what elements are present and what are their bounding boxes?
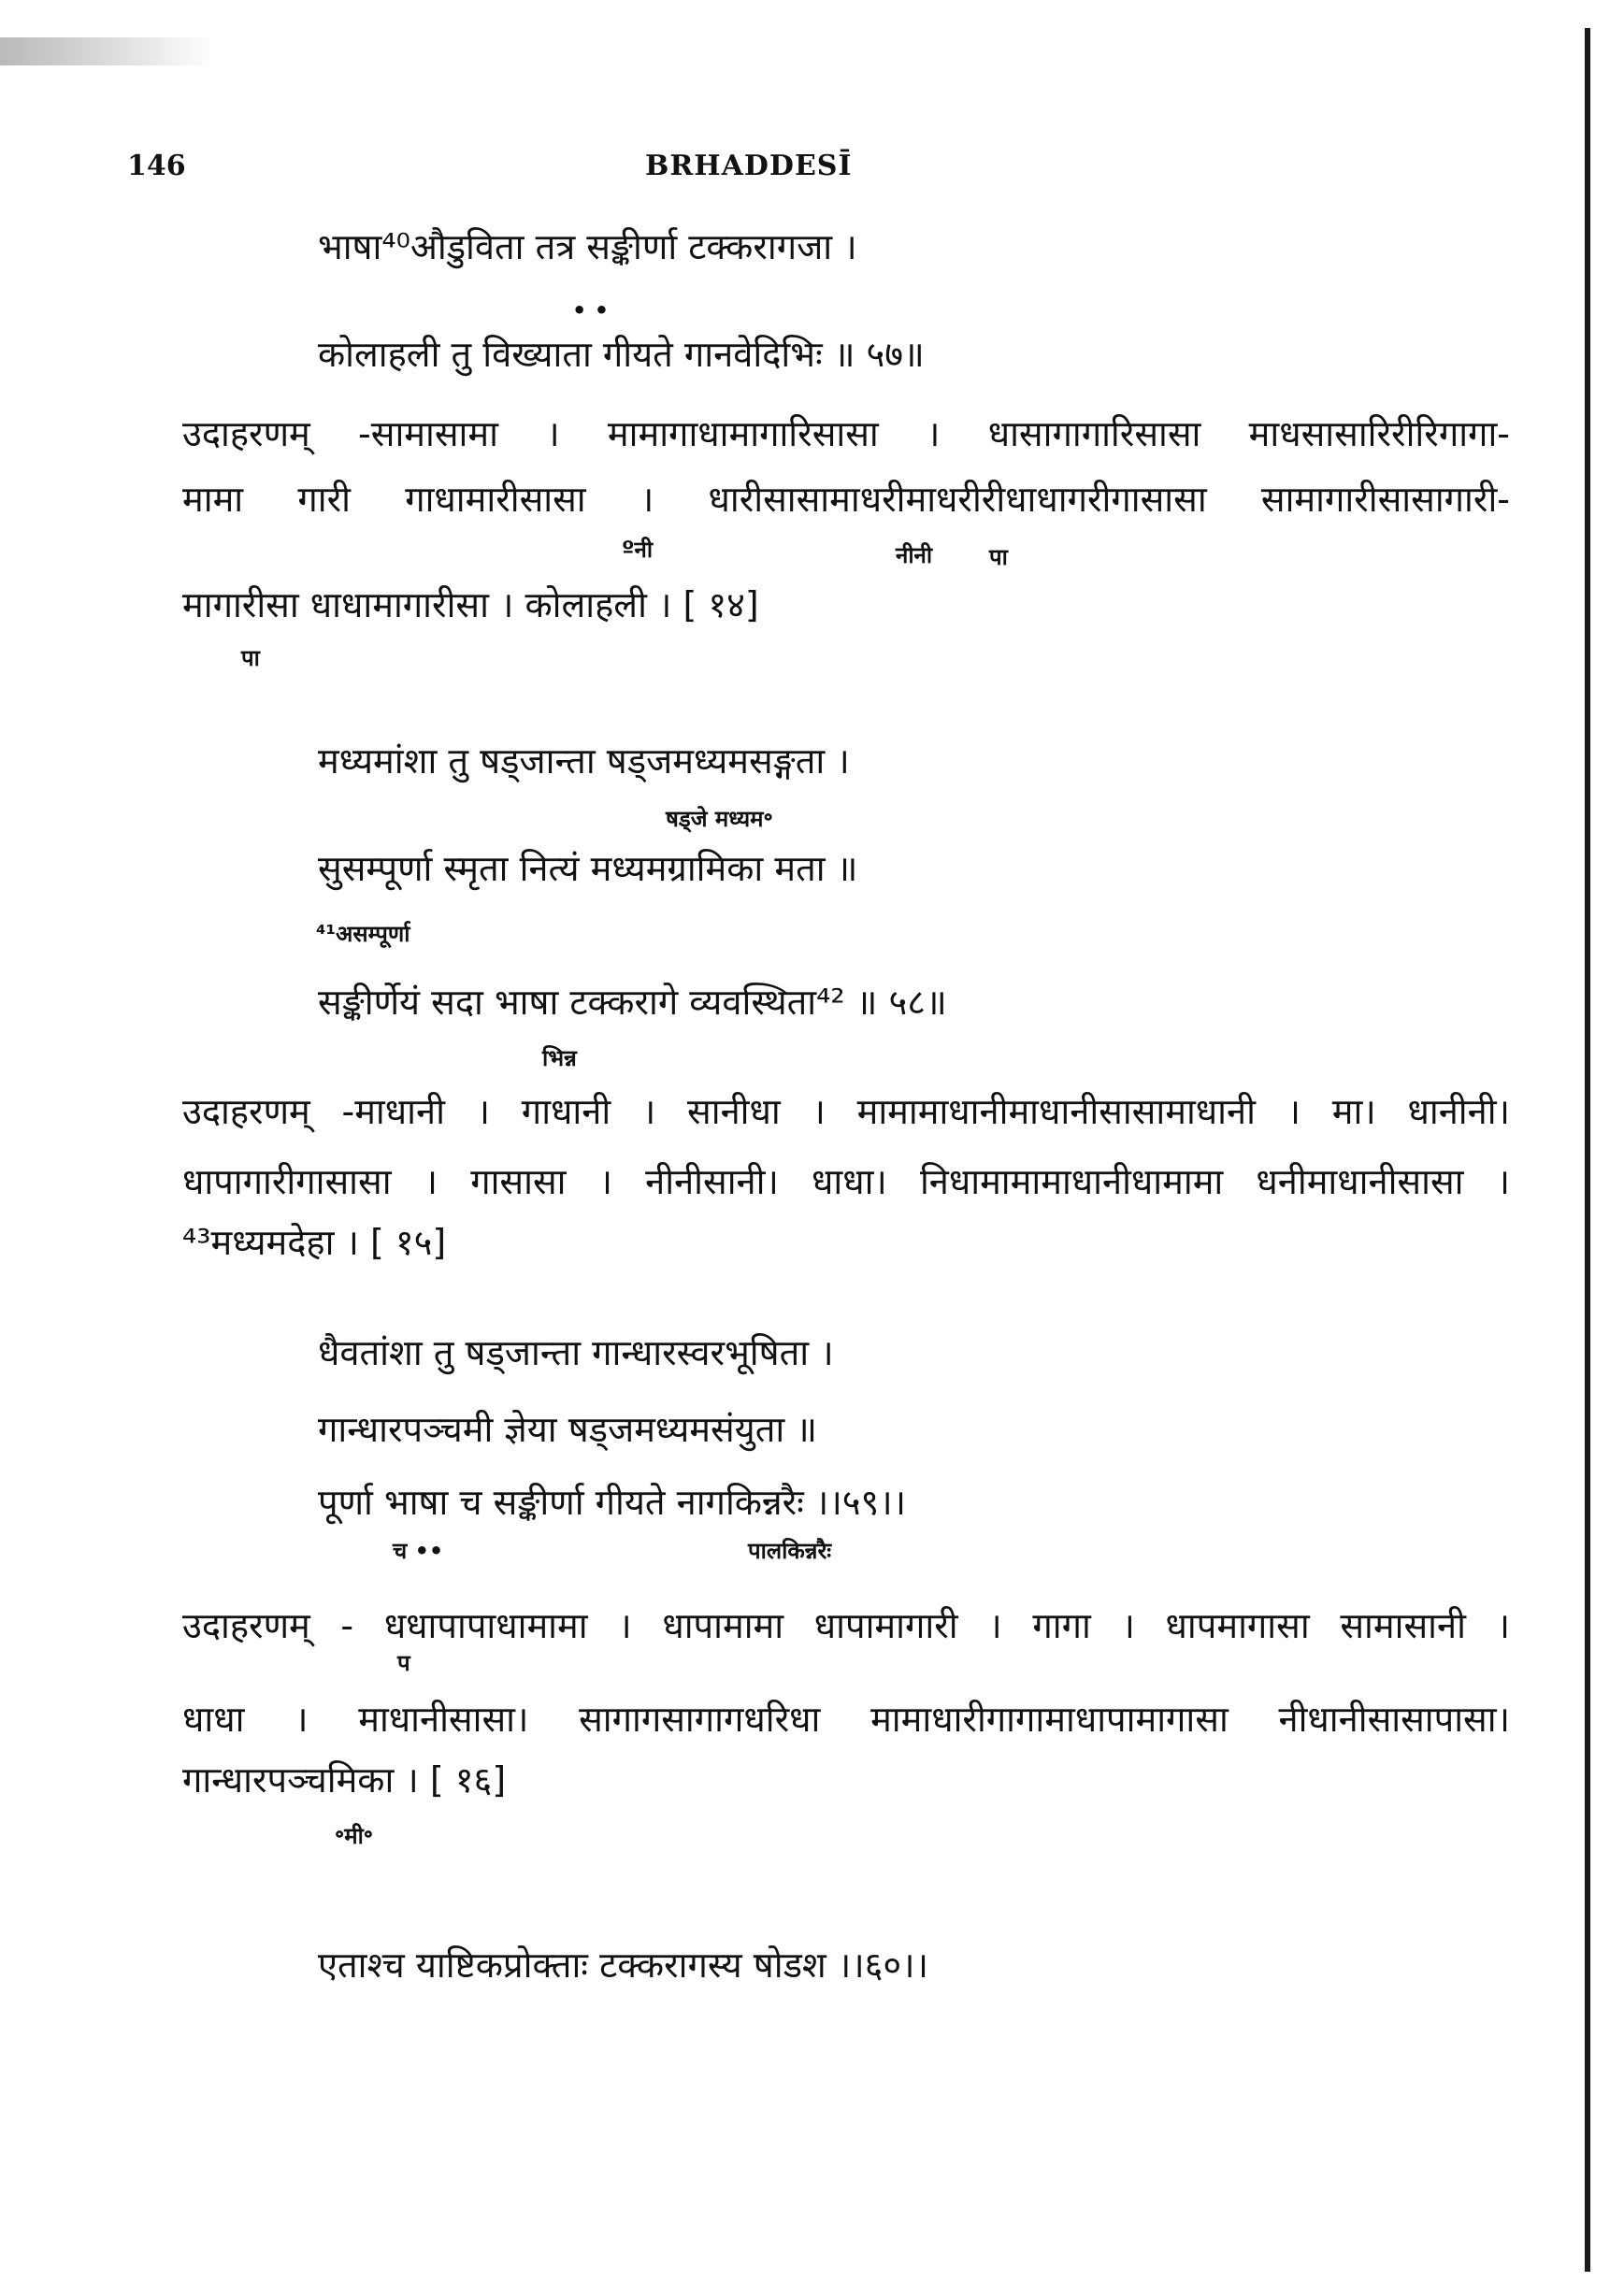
example-59-line-2: धाधा । माधानीसासा। सागागसागागधरिधा मामाधारीगागामाधापामागासा नीधानीसासापासा।	[182, 1699, 1510, 1740]
page-binding-edge	[1585, 28, 1590, 2272]
note-cha: च ••	[393, 1538, 444, 1564]
example-59-line-1: उदाहरणम् - धधापापाधामामा । धापामामा धापामागारी । गागा । धापमागासा सामासानी ।	[182, 1605, 1510, 1646]
note-shadje-madhyama: षड्जे मध्यम॰	[666, 806, 773, 832]
verse-59-line-3: पूर्णा भाषा च सङ्कीर्णा गीयते नागकिन्नरैः ।।५९।।	[318, 1482, 907, 1523]
example-58-line-1: उदाहरणम् -माधानी । गाधानी । सानीधा । मामामाधानीमाधानीसासामाधानी । मा। धानीनी।	[182, 1091, 1510, 1132]
example-57-line-3: मागारीसा धाधामागारीसा । कोलाहली । [ १४]	[182, 584, 759, 625]
example-58-line-3: ⁴³मध्यमदेहा । [ १५]	[182, 1222, 447, 1263]
note-nini: नीनी	[896, 542, 933, 568]
note-dots: • •	[572, 297, 610, 323]
verse-58-line-3: सङ्कीर्णेयं सदा भाषा टक्करागे व्यवस्थिता⁴² ॥ ५८॥	[318, 982, 947, 1023]
running-title: BRHADDESĪ	[645, 150, 853, 182]
page-number: 146	[127, 150, 186, 182]
scan-shadow	[0, 37, 215, 65]
verse-59-line-2: गान्धारपञ्चमी ज्ञेया षड्जमध्यमसंयुता ॥	[318, 1409, 818, 1450]
note-asampurna: ⁴¹असम्पूर्णा	[316, 921, 410, 947]
verse-57-line-2: कोलाहली तु विख्याता गीयते गानवेदिभिः ॥ ५७॥	[318, 334, 925, 375]
verse-57-line-1: भाषा⁴⁰औडुविता तत्र सङ्कीर्णा टक्करागजा ।	[318, 226, 857, 267]
verse-58-line-2: सुसम्पूर्णा स्मृता नित्यं मध्यमग्रामिका मता ॥	[318, 848, 858, 889]
note-ni: ºनी	[622, 537, 654, 563]
note-bhinna: भिन्न	[542, 1045, 577, 1071]
note-pa: पा	[989, 544, 1008, 570]
example-57-line-2: मामा गारी गाधामारीसासा । धारीसासामाधरीमाधरीरीधाधागरीगासासा सामागारीसासागारी-	[182, 479, 1510, 520]
verse-58-line-1: मध्यमांशा तु षड्जान्ता षड्जमध्यमसङ्गता ।	[318, 740, 850, 782]
verse-60-line-1: एताश्च याष्टिकप्रोक्ताः टक्करागस्य षोडश ।।६०।।	[318, 1944, 928, 1986]
example-57-line-1: उदाहरणम् -सामासामा । मामागाधामागारिसासा । धासागागारिसासा माधसासारिरीरिगागा-	[182, 413, 1510, 454]
example-58-line-2: धापागारीगासासा । गासासा । नीनीसानी। धाधा। निधामामामाधानीधामामा धनीमाधानीसासा ।	[182, 1161, 1510, 1202]
note-palakinnaraih: पालकिन्नरैः	[748, 1538, 832, 1564]
note-mi: ॰मी॰	[335, 1823, 374, 1849]
note-pa-2: पा	[241, 645, 260, 671]
verse-59-line-1: धैवतांशा तु षड्जान्ता गान्धारस्वरभूषिता ।	[318, 1332, 834, 1373]
page-header	[0, 150, 1624, 196]
example-59-line-3: गान्धारपञ्चमिका । [ १६]	[182, 1759, 507, 1801]
note-pa-3: प	[397, 1650, 410, 1676]
